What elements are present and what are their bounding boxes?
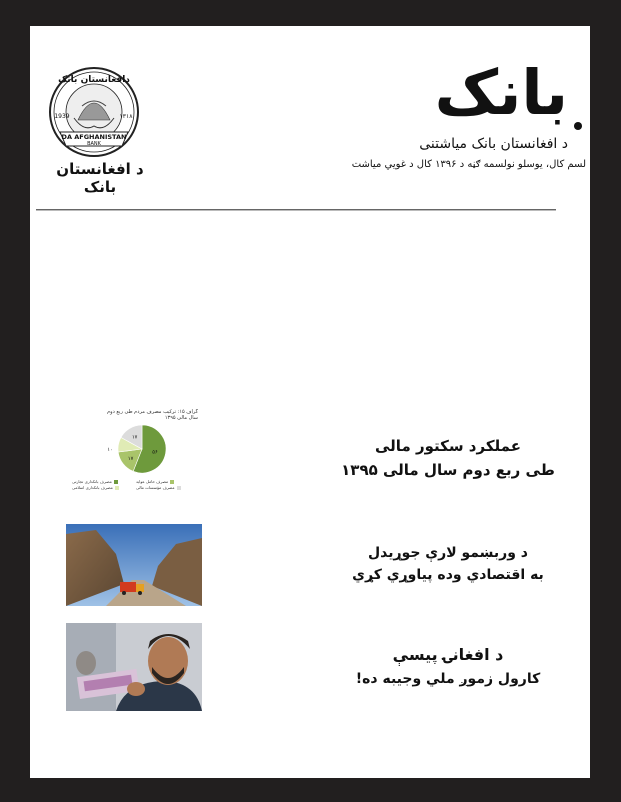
article-3-line-1: د افغانۍ پيسې (392, 645, 504, 664)
article-1-line-1: عملکرد سکتور مالی (375, 437, 521, 455)
masthead-title: بانک (434, 56, 568, 129)
seal-year-right: ۱۳۱۸ (119, 113, 133, 120)
article-1-headline[interactable] (328, 434, 568, 482)
issue-line: لسم کال، یوسلو نولسمه ګڼه د ۱۳۹۶ کال د غويي مياشت (351, 159, 586, 170)
seal-year-left: 1939 (54, 113, 70, 120)
legend-item-1: مصرف حامل عواید (136, 479, 174, 484)
seal-banner-line2: BANK (87, 141, 101, 147)
article-2-line-1: د وربښمو لارې جوړيدل (368, 545, 528, 561)
magazine-cover (30, 26, 590, 778)
masthead-dot-ornament (574, 122, 582, 130)
pie-data-label-2: ۱۰ (107, 447, 113, 453)
article-2-headline[interactable] (328, 542, 568, 587)
article-3-headline[interactable] (328, 642, 568, 690)
pie-data-label-0: ۵۶ (152, 449, 158, 456)
article-1-chart-thumbnail (66, 409, 202, 491)
article-2-road-photo (66, 524, 202, 606)
bank-seal-logo (48, 66, 140, 158)
pie-data-label-3: ۱۷ (131, 434, 138, 441)
article-3-line-2: کارول زموږ ملي وجيبه ده! (355, 670, 541, 687)
article-2-line-2: به اقتصادي وده پياوړي کړي (352, 567, 544, 584)
chart-title: گراف ۱۵: ترکیب مصرف مردم طی ربع دوم سال مالی ۱۳۹۵ (107, 409, 198, 421)
bank-name-caption: د افغانستان بانک (56, 160, 144, 196)
article-3-person-photo (66, 623, 202, 711)
legend-item-2: مصرف بانکداری اسلامی (72, 485, 119, 490)
seal-top-text: دافغانستان بانک (58, 75, 130, 85)
seal-banner-line1: DA AFGHANISTAN (61, 133, 127, 141)
legend-item-3: مصرف مؤسسات مالی (136, 485, 181, 490)
article-1-line-2: طی ربع دوم سال مالی ۱۳۹۵ (341, 461, 555, 479)
header-divider (36, 209, 556, 210)
legend-item-0: مصرف بانکداری تجارتی (72, 479, 118, 484)
pie-data-label-1: ۱۷ (127, 455, 134, 462)
masthead-subtitle: د افغانستان بانک میاشتنی (419, 136, 568, 152)
